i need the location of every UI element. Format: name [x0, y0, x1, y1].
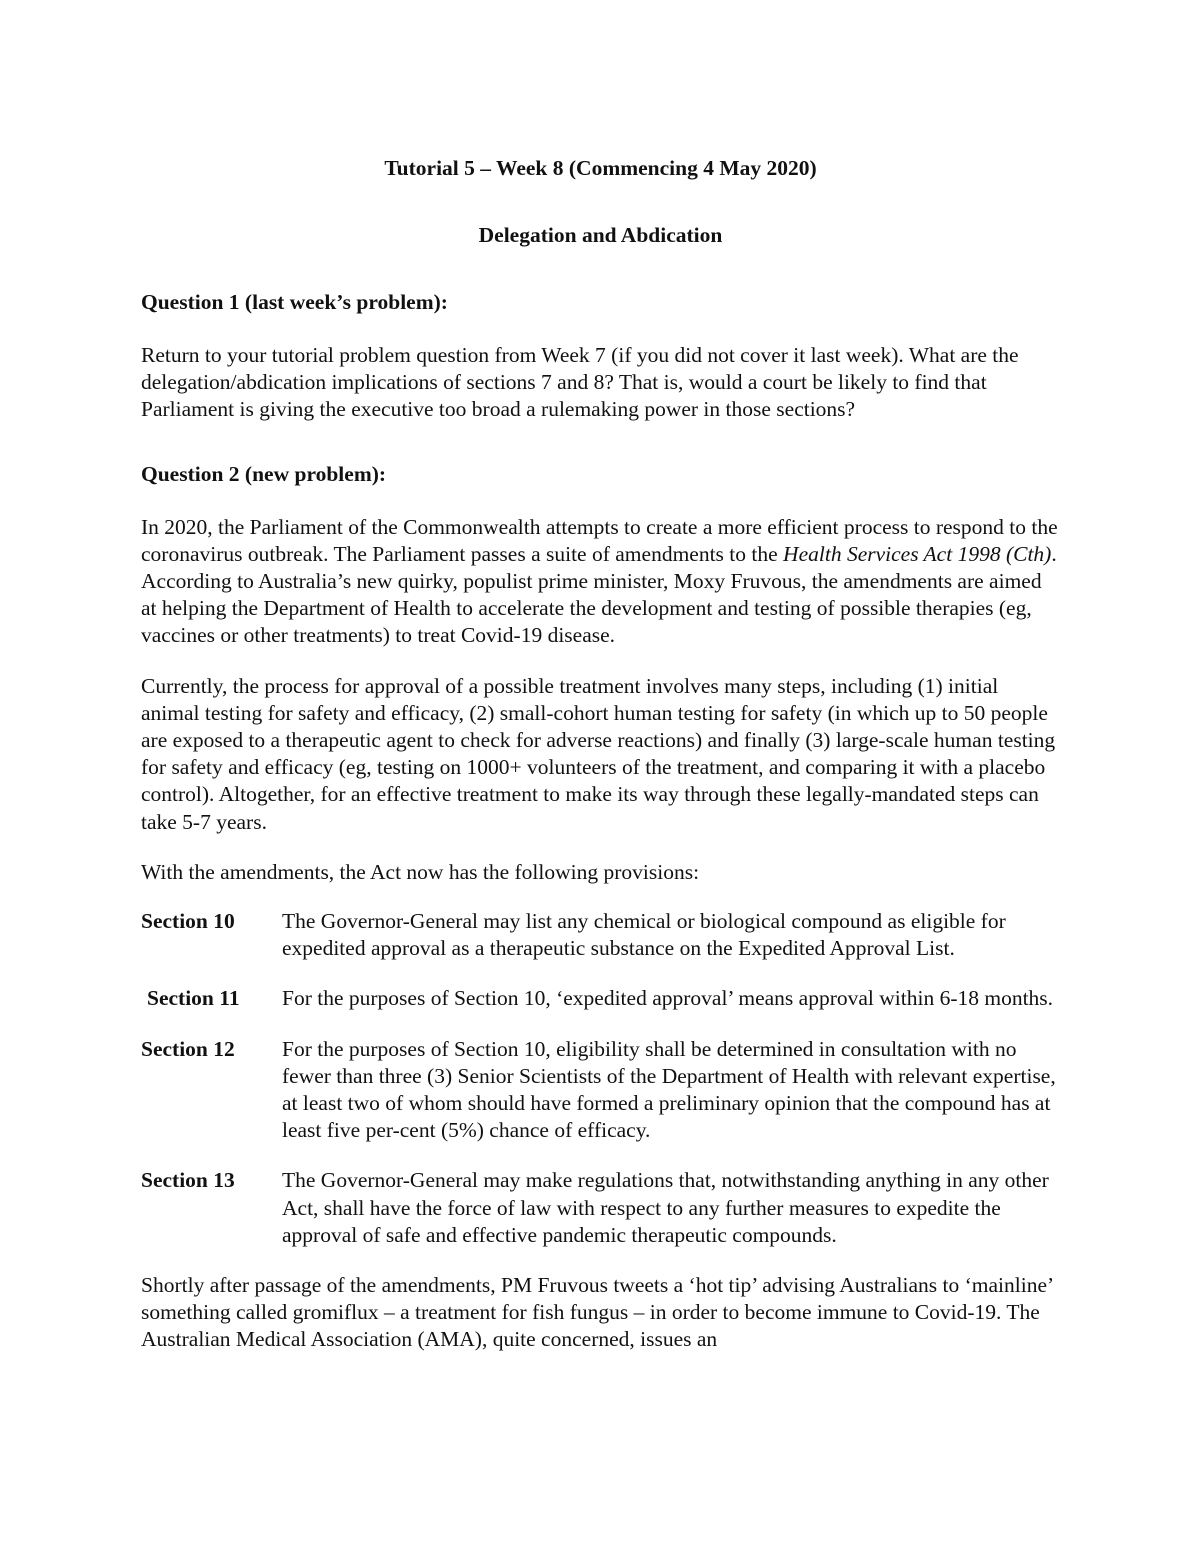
paragraph-1-text-b: . According to Australia’s new quirky, populist prime minister, Moxy Fruvous, the amendments are aimed at helping the Department of Health to accelerate the development and testing of possible therapies (eg, vaccines or other treatments) to treat Covid-19 disease.	[141, 541, 1057, 648]
section-13-label: Section 13	[141, 1168, 235, 1193]
section-13-provision	[141, 1167, 1060, 1249]
section-13-text: The Governor-General may make regulations that, notwithstanding anything in any other Act, shall have the force of law with respect to any further measures to expedite the approval of safe and effective pandemic therapeutic compounds.	[282, 1168, 1049, 1247]
document-title: Tutorial 5 – Week 8 (Commencing 4 May 2020)	[384, 156, 817, 180]
section-12-text: For the purposes of Section 10, eligibility shall be determined in consultation with no fewer than three (3) Senior Scientists of the Department of Health with relevant expertise, at least two of whom should have formed a preliminary opinion that the compound has at least five per-cent (5%) chance of efficacy.	[282, 1036, 1056, 1143]
question-1-text: Return to your tutorial problem question from Week 7 (if you did not cover it last week). What are the delegation/abdication implications of sections 7 and 8? That is, would a court be likely to find that Parliament is giving the executive too broad a rulemaking power in those sections?	[141, 343, 1019, 422]
section-10-provision	[141, 908, 1060, 962]
question-2-heading: Question 2 (new problem):	[141, 461, 387, 486]
question-2-paragraph-2: Currently, the process for approval of a possible treatment involves many steps, including (1) initial animal testing for safety and efficacy, (2) small-cohort human testing for safety (in which up to 50 people are exposed to a therapeutic agent to check for adverse reactions) and finally (3) large-scale human testing for safety and efficacy (eg, testing on 1000+ volunteers of the treatment, and comparing it with a placebo control). Altogether, for an effective treatment to make its way through these legally-mandated steps can take 5-7 years.	[141, 673, 1056, 834]
question-1-heading: Question 1 (last week’s problem):	[141, 290, 448, 314]
question-2-paragraph-1	[141, 514, 1060, 650]
section-11-label: Section 11	[147, 986, 240, 1011]
section-12-label: Section 12	[141, 1036, 235, 1061]
paragraph-1-text-a: In 2020, the Parliament of the Commonwealth attempts to create a more efficient process to respond to the coronavirus outbreak. The Parliament passes a suite of amendments to the	[141, 514, 1058, 566]
section-10-text: The Governor-General may list any chemical or biological compound as eligible for expedited approval as a therapeutic substance on the Expedited Approval List.	[282, 909, 1006, 961]
document-subtitle: Delegation and Abdication	[478, 223, 723, 247]
section-11-provision	[141, 985, 1060, 1012]
section-12-provision	[141, 1036, 1060, 1145]
act-name: Health Services Act 1998 (Cth)	[783, 541, 1052, 566]
section-10-label: Section 10	[141, 909, 235, 934]
section-11-text: For the purposes of Section 10, ‘expedited approval’ means approval within 6-18 months.	[282, 986, 1054, 1011]
question-2-paragraph-3: With the amendments, the Act now has the following provisions:	[141, 859, 700, 884]
question-2-paragraph-4: Shortly after passage of the amendments, PM Fruvous tweets a ‘hot tip’ advising Australians to ‘mainline’ something called gromiflux – a treatment for fish fungus – in order to become immune to Covid-19. The Australian Medical Association (AMA), quite concerned, issues an	[141, 1273, 1053, 1352]
